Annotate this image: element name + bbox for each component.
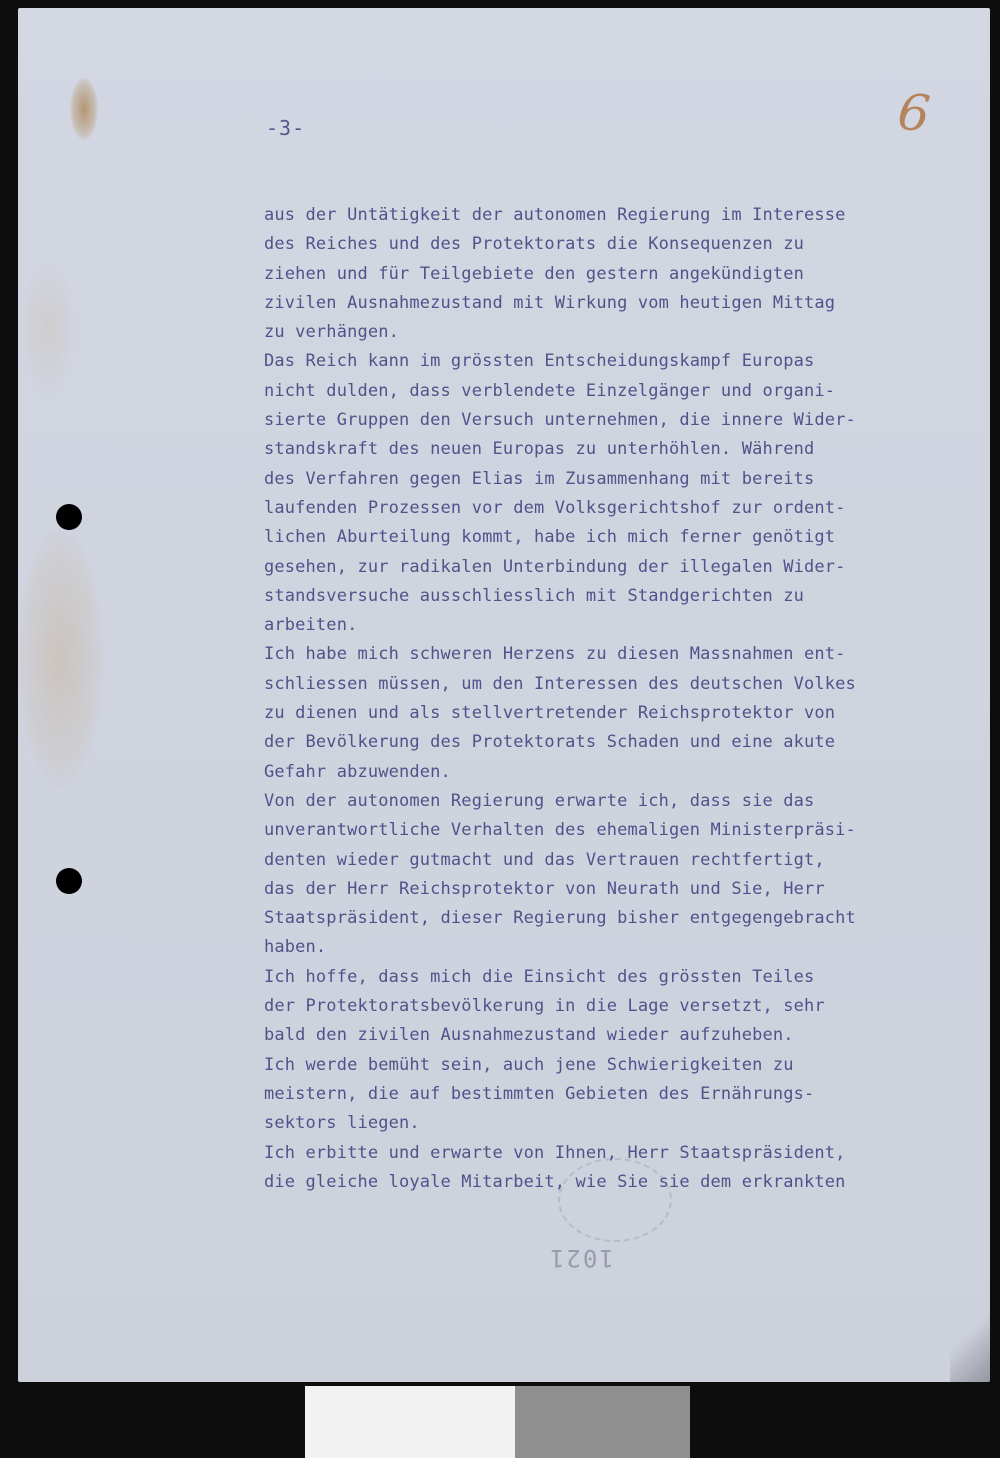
text-line: sierte Gruppen den Versuch unternehmen, die innere Wider- xyxy=(264,410,856,431)
text-line: standskraft des neuen Europas zu unterhöhlen. Während xyxy=(264,439,815,460)
text-line: Von der autonomen Regierung erwarte ich, dass sie das xyxy=(264,790,815,811)
text-line: Ich habe mich schweren Herzens zu diesen Massnahmen ent- xyxy=(264,644,846,665)
text-line: Das Reich kann im grössten Entscheidungskampf Europas xyxy=(264,351,815,372)
text-line: bald den zivilen Ausnahmezustand wieder aufzuheben. xyxy=(264,1025,794,1046)
text-line: ziehen und für Teilgebiete den gestern angekündigten xyxy=(264,263,805,284)
page-corner xyxy=(950,1302,990,1382)
punch-hole xyxy=(56,504,82,530)
text-line: sektors liegen. xyxy=(264,1113,420,1134)
text-line: des Reiches und des Protektorats die Konsequenzen zu xyxy=(264,234,805,255)
text-line: lichen Aburteilung kommt, habe ich mich ferner genötigt xyxy=(264,527,836,548)
text-line: zivilen Ausnahmezustand mit Wirkung vom heutigen Mittag xyxy=(264,292,836,313)
text-line: Staatspräsident, dieser Regierung bisher entgegengebracht xyxy=(264,908,856,929)
text-line: gesehen, zur radikalen Unterbindung der illegalen Wider- xyxy=(264,556,846,577)
punch-hole xyxy=(56,868,82,894)
text-line: aus der Untätigkeit der autonomen Regierung im Interesse xyxy=(264,205,846,225)
letter-body xyxy=(264,201,964,1197)
text-line: das der Herr Reichsprotektor von Neurath und Sie, Herr xyxy=(264,878,825,899)
page-number: -3- xyxy=(266,116,306,140)
color-scale-white-patch xyxy=(305,1386,515,1458)
text-line: schliessen müssen, um den Interessen des deutschen Volkes xyxy=(264,673,856,694)
text-line: nicht dulden, dass verblendete Einzelgänger und organi- xyxy=(264,380,836,401)
archive-number: 1021 xyxy=(548,1244,614,1272)
text-line: zu verhängen. xyxy=(264,322,400,343)
water-stain xyxy=(18,258,78,398)
text-line: unverantwortliche Verhalten des ehemaligen Ministerpräsi- xyxy=(264,820,856,841)
text-line: Ich werde bemüht sein, auch jene Schwierigkeiten zu xyxy=(264,1054,794,1075)
text-line: zu dienen und als stellvertretender Reichsprotektor von xyxy=(264,703,836,724)
text-line: Gefahr abzuwenden. xyxy=(264,761,451,782)
text-line: des Verfahren gegen Elias im Zusammenhang mit bereits xyxy=(264,468,815,489)
text-line: die gleiche loyale Mitarbeit, wie Sie sie dem erkrankten xyxy=(264,1171,846,1192)
text-line: denten wieder gutmacht und das Vertrauen rechtfertigt, xyxy=(264,849,825,870)
text-line: Ich hoffe, dass mich die Einsicht des grössten Teiles xyxy=(264,966,815,987)
document-page xyxy=(18,8,990,1382)
folio-number: 6 xyxy=(895,82,933,144)
faded-stamp xyxy=(558,1158,672,1242)
text-line: standsversuche ausschliesslich mit Standgerichten zu xyxy=(264,585,805,606)
text-line: arbeiten. xyxy=(264,615,358,636)
color-scale-gray-patch xyxy=(515,1386,690,1458)
rust-stain xyxy=(70,78,98,140)
text-line: Ich erbitte und erwarte von Ihnen, Herr Staatspräsident, xyxy=(264,1142,846,1163)
text-line: der Bevölkerung des Protektorats Schaden und eine akute xyxy=(264,732,836,753)
water-stain xyxy=(18,528,103,788)
text-line: haben. xyxy=(264,937,327,958)
text-line: der Protektoratsbevölkerung in die Lage versetzt, sehr xyxy=(264,996,825,1017)
text-line: laufenden Prozessen vor dem Volksgerichtshof zur ordent- xyxy=(264,497,846,518)
text-line: meistern, die auf bestimmten Gebieten des Ernährungs- xyxy=(264,1083,815,1104)
